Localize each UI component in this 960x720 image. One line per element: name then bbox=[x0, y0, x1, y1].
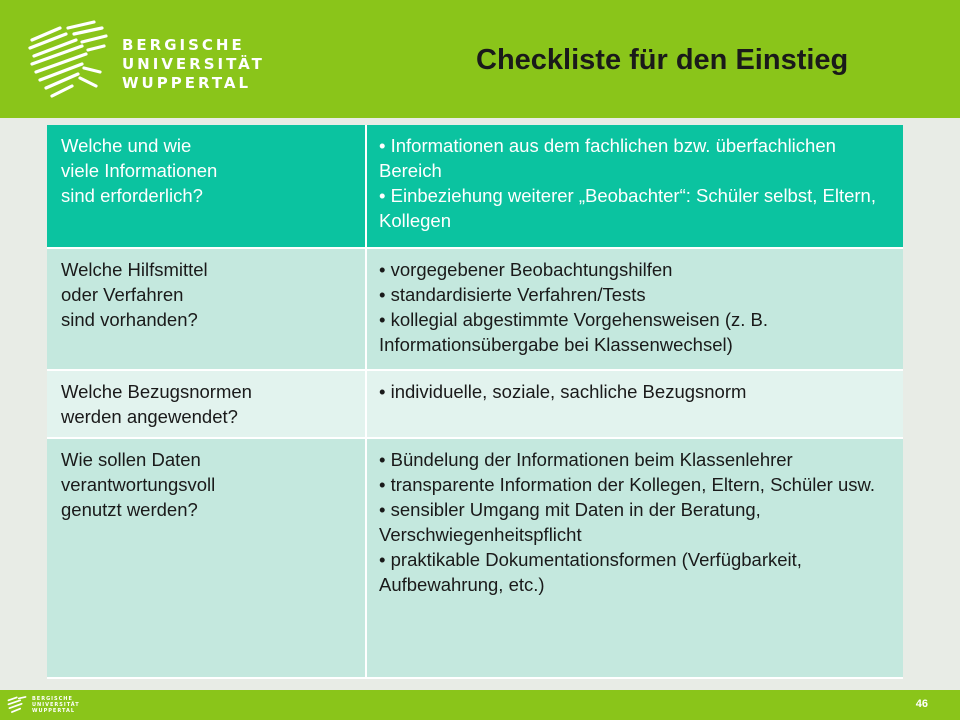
footer-logo-line: WUPPERTAL bbox=[32, 708, 76, 714]
answer-item: • transparente Information der Kollegen, Eltern, Schüler usw. bbox=[379, 474, 875, 495]
university-logo bbox=[22, 16, 272, 102]
table-row bbox=[47, 249, 903, 371]
question-cell bbox=[47, 249, 367, 369]
footer-wordmark bbox=[32, 696, 80, 714]
page-number: 46 bbox=[915, 698, 928, 710]
answer-item: • Einbeziehung weiterer „Beobachter“: Schüler selbst, Eltern, Kollegen bbox=[379, 185, 876, 231]
footer-logo bbox=[6, 693, 96, 717]
checklist-table bbox=[47, 125, 903, 679]
footer-bar bbox=[0, 690, 960, 720]
header-bar bbox=[0, 0, 960, 118]
question-line: oder Verfahren bbox=[61, 284, 184, 305]
answer-item: • Bündelung der Informationen beim Klassenlehrer bbox=[379, 449, 793, 470]
footer-logo-line: BERGISCHE bbox=[32, 696, 73, 702]
logo-line: UNIVERSITÄT bbox=[122, 55, 265, 73]
lion-emblem-icon bbox=[6, 693, 28, 717]
question-line: genutzt werden? bbox=[61, 499, 198, 520]
question-line: werden angewendet? bbox=[61, 406, 238, 427]
answer-item: • sensibler Umgang mit Daten in der Beratung, Verschwiegenheitspflicht bbox=[379, 499, 761, 545]
answer-item: • praktikable Dokumentationsformen (Verfügbarkeit, Aufbewahrung, etc.) bbox=[379, 549, 802, 595]
answer-item: • standardisierte Verfahren/Tests bbox=[379, 284, 646, 305]
answer-cell bbox=[367, 125, 903, 247]
answer-cell bbox=[367, 439, 903, 677]
logo-line: BERGISCHE bbox=[122, 36, 245, 54]
answer-item: • Informationen aus dem fachlichen bzw. überfachlichen Bereich bbox=[379, 135, 836, 181]
question-cell bbox=[47, 125, 367, 247]
question-line: verantwortungsvoll bbox=[61, 474, 216, 495]
question-line: sind vorhanden? bbox=[61, 309, 198, 330]
table-row bbox=[47, 371, 903, 439]
logo-line: WUPPERTAL bbox=[122, 74, 252, 92]
logo-wordmark bbox=[122, 36, 265, 93]
question-line: Wie sollen Daten bbox=[61, 449, 201, 470]
question-line: Welche Hilfsmittel bbox=[61, 259, 208, 280]
answer-item: • kollegial abgestimmte Vorgehensweisen (z. B. Informationsübergabe bei Klassenwechsel) bbox=[379, 309, 769, 355]
question-line: Welche Bezugsnormen bbox=[61, 381, 252, 402]
lion-emblem-icon bbox=[22, 16, 112, 102]
question-cell bbox=[47, 371, 367, 437]
question-line: viele Informationen bbox=[61, 160, 218, 181]
answer-item: • individuelle, soziale, sachliche Bezugsnorm bbox=[379, 381, 747, 402]
table-row bbox=[47, 439, 903, 679]
answer-item: • vorgegebener Beobachtungshilfen bbox=[379, 259, 673, 280]
question-line: Welche und wie bbox=[61, 135, 192, 156]
answer-cell bbox=[367, 249, 903, 369]
question-line: sind erforderlich? bbox=[61, 185, 203, 206]
footer-logo-line: UNIVERSITÄT bbox=[32, 702, 80, 708]
page-title: Checkliste für den Einstieg bbox=[476, 44, 849, 76]
answer-cell bbox=[367, 371, 903, 437]
question-cell bbox=[47, 439, 367, 677]
table-row bbox=[47, 125, 903, 249]
